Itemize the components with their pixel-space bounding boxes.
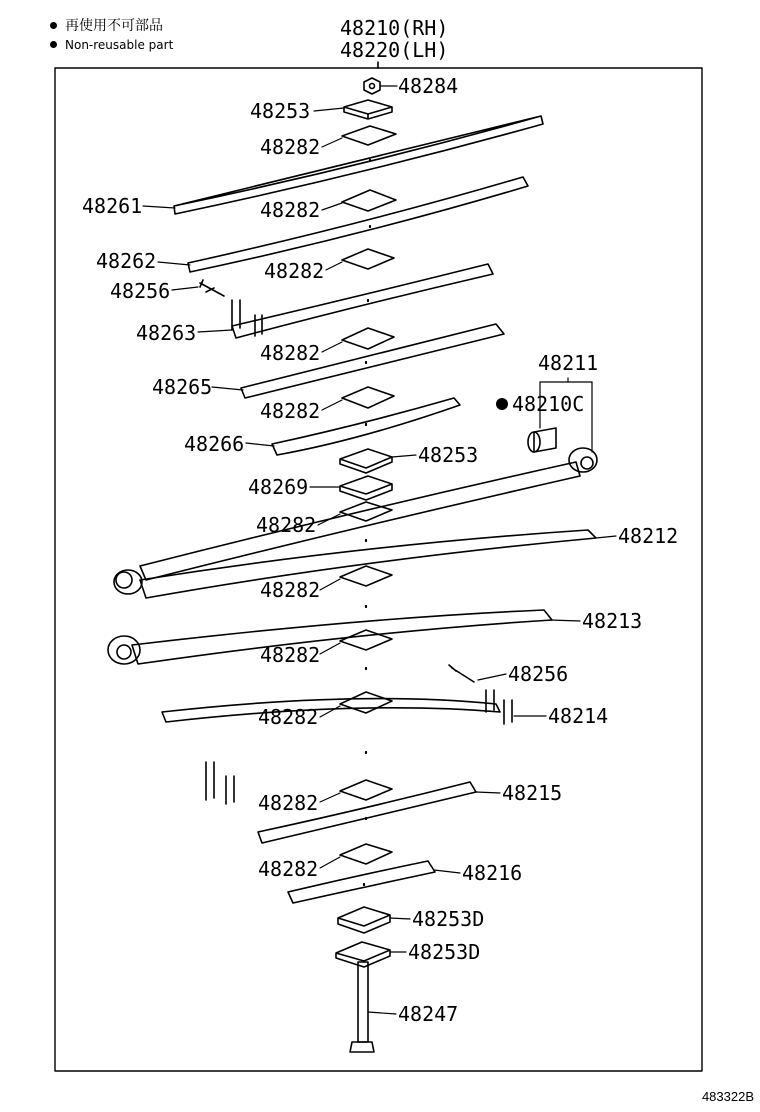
label-48282-9: 48282 bbox=[258, 705, 319, 729]
label-48282-3: 48282 bbox=[264, 259, 325, 283]
assembly-number-lh: 48220(LH) bbox=[340, 38, 449, 62]
label-48215: 48215 bbox=[502, 781, 563, 805]
label-48269: 48269 bbox=[248, 475, 309, 499]
pad-48282-10 bbox=[340, 780, 392, 800]
label-48282-11: 48282 bbox=[258, 857, 319, 881]
label-48253-mid: 48253 bbox=[418, 443, 479, 467]
label-48266: 48266 bbox=[184, 432, 245, 456]
pad-48282-7 bbox=[340, 566, 392, 586]
label-48282-6: 48282 bbox=[256, 513, 317, 537]
leader-lines bbox=[143, 86, 616, 1014]
leaf-48213 bbox=[132, 610, 552, 664]
label-48247: 48247 bbox=[398, 1002, 459, 1026]
center-bolt-48247 bbox=[350, 962, 374, 1052]
label-48253d-2: 48253D bbox=[408, 940, 481, 964]
label-48253d-1: 48253D bbox=[412, 907, 485, 931]
label-48212: 48212 bbox=[618, 524, 679, 548]
label-48282-4: 48282 bbox=[260, 341, 321, 365]
bolt-48256-top bbox=[200, 280, 224, 296]
pad-48282-5 bbox=[342, 387, 394, 408]
pad-48282-4 bbox=[342, 328, 394, 349]
non-reusable-dot-icon bbox=[496, 398, 508, 410]
label-48262: 48262 bbox=[96, 249, 157, 273]
bolt-48256-bottom bbox=[449, 665, 474, 682]
pad-48253-top bbox=[344, 100, 392, 119]
label-48263: 48263 bbox=[136, 321, 197, 345]
pad-48269 bbox=[340, 476, 392, 500]
label-48282-1: 48282 bbox=[260, 135, 321, 159]
pad-48253d-1 bbox=[338, 907, 390, 933]
label-48282-10: 48282 bbox=[258, 791, 319, 815]
label-48284: 48284 bbox=[398, 74, 459, 98]
label-48216: 48216 bbox=[462, 861, 523, 885]
label-48211: 48211 bbox=[538, 351, 599, 375]
assembly-number-rh: 48210(RH) bbox=[340, 16, 449, 40]
pad-48282-9 bbox=[340, 692, 392, 713]
pad-48282-1 bbox=[342, 126, 396, 145]
clip-48263 bbox=[232, 300, 262, 336]
pad-48282-2 bbox=[342, 190, 396, 211]
label-48214: 48214 bbox=[548, 704, 609, 728]
legend-jp-text: 再使用不可部品 bbox=[65, 18, 163, 34]
label-48265: 48265 bbox=[152, 375, 213, 399]
eye-48213 bbox=[108, 636, 140, 664]
label-48282-7: 48282 bbox=[260, 578, 321, 602]
bushing-48210c bbox=[528, 428, 556, 452]
pad-48253-mid bbox=[340, 449, 392, 473]
label-48256-bottom: 48256 bbox=[508, 662, 569, 686]
label-48282-5: 48282 bbox=[260, 399, 321, 423]
label-48213: 48213 bbox=[582, 609, 643, 633]
pad-48282-11 bbox=[340, 844, 392, 864]
label-48282-2: 48282 bbox=[260, 198, 321, 222]
label-48256-top: 48256 bbox=[110, 279, 171, 303]
label-48253-top: 48253 bbox=[250, 99, 311, 123]
pad-48253d-2 bbox=[336, 942, 390, 967]
pad-48282-6 bbox=[340, 502, 392, 521]
label-48282-8: 48282 bbox=[260, 643, 321, 667]
pad-48282-3 bbox=[342, 249, 394, 269]
label-48261: 48261 bbox=[82, 194, 143, 218]
label-48210c: 48210C bbox=[512, 392, 585, 416]
clip-48214 bbox=[206, 690, 512, 804]
figure-code: 483322B bbox=[701, 1089, 754, 1104]
legend-en-text: Non-reusable part bbox=[65, 38, 174, 52]
nut-48284 bbox=[364, 78, 380, 94]
